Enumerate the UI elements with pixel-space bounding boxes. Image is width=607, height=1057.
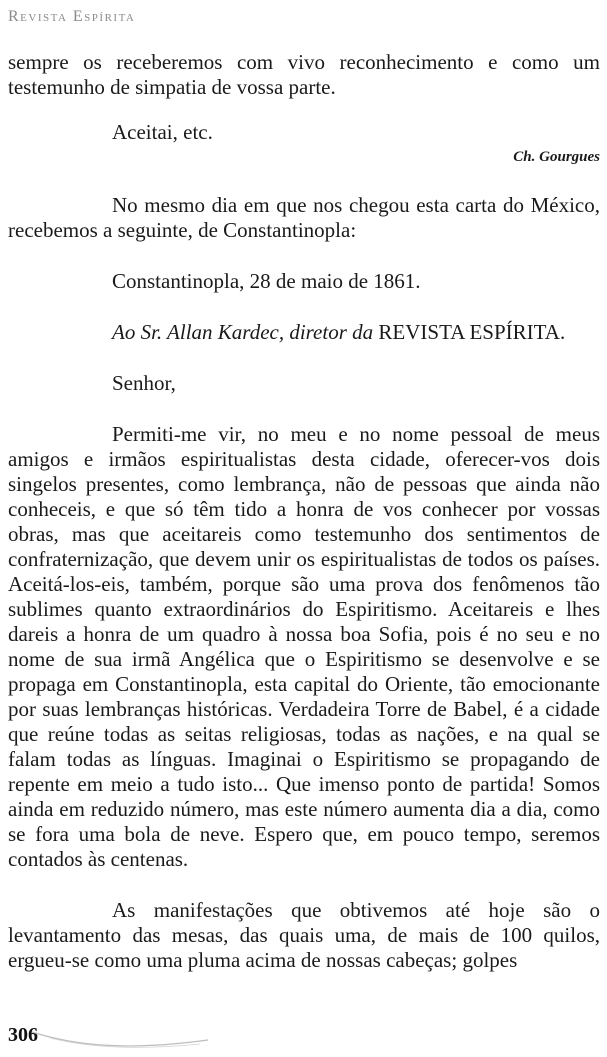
body-text: [8, 50, 600, 973]
paragraph-manifestations: As manifestações que obtivemos até hoje são o levantamento das mesas, das quais uma, de mais de 100 quilos, ergueu-se como uma pluma acima de nossas cabeças; golpes: [8, 898, 600, 972]
paragraph-closing: Aceitai, etc.: [112, 120, 213, 144]
addressee-journal: REVISTA ESPÍRITA.: [373, 320, 566, 344]
addressee-italic: Ao Sr. Allan Kardec, diretor da: [112, 320, 374, 344]
page-number: 306: [8, 1024, 38, 1046]
signature: Ch. Gourgues: [513, 149, 600, 165]
footer-flourish-icon: [30, 1026, 210, 1054]
running-header: Revista Espírita: [8, 8, 136, 25]
paragraph-letter-body: Permiti-me vir, no meu e no nome pessoal de meus amigos e irmãos espiritualistas desta cidade, oferecer-vos dois singelos presentes, como lembrança, não de pessoas que ainda não conheceis, e que só têm tido a honra de vos conhecer por vossas obras, mas que aceitareis como testemunho dos sentimentos de confraternização, que devem unir os espiritualistas de todos os países. Aceitá-los-eis, também, porque são uma prova dos fenômenos tão sublimes quanto extraordinários do Espiritismo. Aceitareis e lhes dareis a honra de um quadro à nossa boa Sofia, pois é no seu e no nome de sua irmã Angélica que o Espiritismo se desenvolve e se propaga em Constantinopla, esta capital do Oriente, tão emocionante por suas lembranças históricas. Verdadeira Torre de Babel, é a cidade que reúne todas as seitas religiosas, todas as nações, e na qual se falam todas as línguas. Imaginai o Espiritismo se propagando de repente em meio a tudo isto... Que imenso ponto de partida! Somos ainda em reduzido número, mas este número aumenta dia a dia, como se fora uma bola de neve. Espero que, em pouco tempo, seremos contados às centenas.: [8, 422, 600, 871]
letter-salutation: Senhor,: [112, 371, 176, 395]
letter-addressee: [8, 320, 600, 345]
letter-dateline: Constantinopla, 28 de maio de 1861.: [112, 269, 421, 293]
paragraph-intro: No mesmo dia em que nos chegou esta carta do México, recebemos a seguinte, de Constantinopla:: [8, 193, 600, 242]
paragraph-continuation: sempre os receberemos com vivo reconhecimento e como um testemunho de simpatia de vossa parte.: [8, 50, 600, 99]
